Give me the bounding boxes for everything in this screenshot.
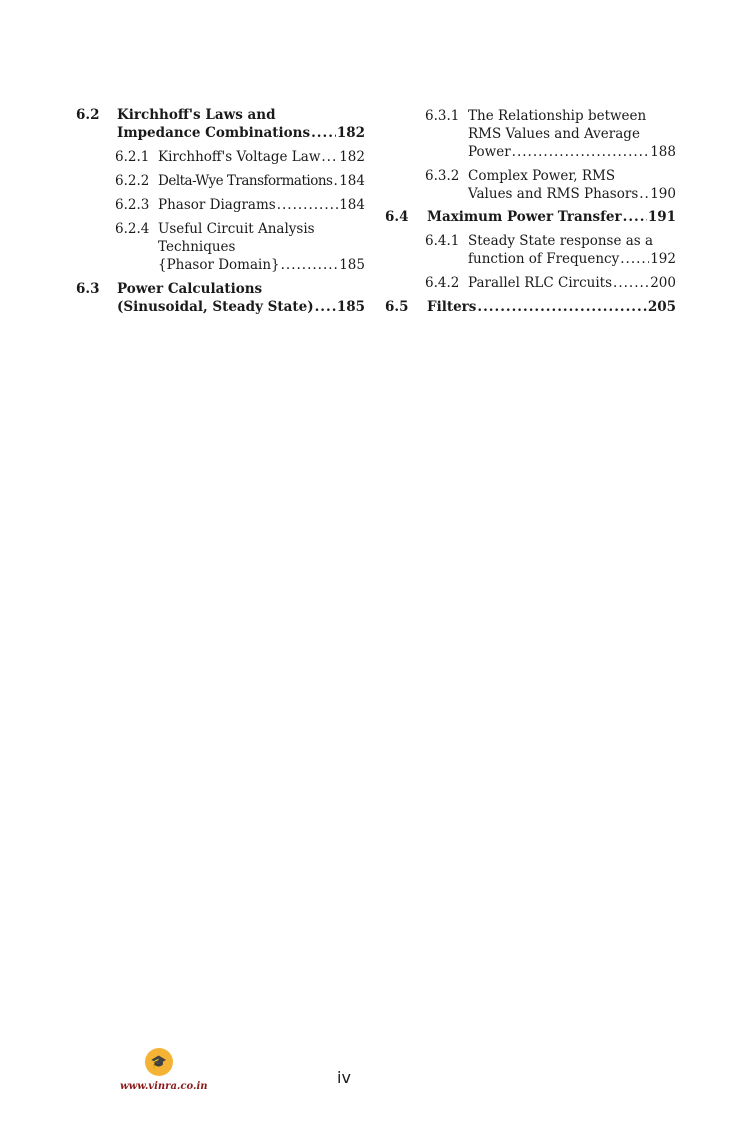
section-title-leader xyxy=(117,124,365,142)
page-number: 188 xyxy=(650,144,676,160)
leader-dots xyxy=(639,185,649,203)
section-number: 6.4.1 xyxy=(425,233,460,249)
section-title xyxy=(158,220,315,238)
title-line: Filters xyxy=(427,299,477,315)
page-number: 200 xyxy=(650,275,676,291)
title-line: Techniques xyxy=(158,239,236,255)
section-title xyxy=(468,167,615,185)
title-line: Useful Circuit Analysis xyxy=(158,221,315,237)
leader-dots xyxy=(613,274,649,292)
section-title-leader xyxy=(468,143,676,161)
section-number: 6.4.2 xyxy=(425,275,460,291)
title-line: The Relationship between xyxy=(468,108,647,124)
section-title xyxy=(468,107,646,125)
section-title-leader xyxy=(427,208,676,226)
page-number: 185 xyxy=(339,257,365,273)
section-title-leader xyxy=(158,172,365,190)
leader-dots xyxy=(620,250,649,268)
title-line: Complex Power, RMS xyxy=(468,168,616,184)
page-number: 192 xyxy=(650,251,676,267)
section-number: 6.3.1 xyxy=(425,108,460,124)
section-title-leader xyxy=(468,274,676,292)
section-title xyxy=(158,238,235,256)
leader-dots xyxy=(623,208,647,226)
graduation-cap-logo-icon: 🎓 xyxy=(145,1048,173,1076)
section-title-leader xyxy=(468,185,676,203)
section-number: 6.2.2 xyxy=(115,173,150,189)
leader-dots xyxy=(333,172,338,190)
page-number: 185 xyxy=(336,299,365,315)
page-number: 184 xyxy=(339,197,365,213)
section-number: 6.4 xyxy=(385,209,409,225)
section-title-leader xyxy=(468,250,676,268)
section-number: 6.2.4 xyxy=(115,221,150,237)
title-line: Phasor Diagrams xyxy=(158,197,276,213)
leader-dots xyxy=(512,143,650,161)
page-number: 184 xyxy=(339,173,365,189)
title-line: (Sinusoidal, Steady State) xyxy=(117,299,314,315)
section-number: 6.5 xyxy=(385,299,409,315)
title-line: Values and RMS Phasors xyxy=(468,186,639,202)
title-line: Maximum Power Transfer xyxy=(427,209,622,225)
title-line: Steady State response as a xyxy=(468,233,654,249)
page-number: 190 xyxy=(650,186,676,202)
leader-dots xyxy=(321,148,338,166)
section-number: 6.3 xyxy=(76,281,100,297)
page-number: 182 xyxy=(339,149,365,165)
section-title xyxy=(117,280,262,298)
section-title-leader xyxy=(427,298,676,316)
section-number: 6.2.1 xyxy=(115,149,150,165)
leader-dots xyxy=(311,124,336,142)
page-number: 182 xyxy=(336,125,365,141)
title-line: RMS Values and Average xyxy=(468,126,640,142)
leader-dots xyxy=(477,298,646,316)
page-number: 205 xyxy=(647,299,676,315)
title-line: Kirchhoff's Laws and xyxy=(117,107,276,123)
section-title-leader xyxy=(158,148,365,166)
section-number: 6.2.3 xyxy=(115,197,150,213)
title-line: Power Calculations xyxy=(117,281,263,297)
section-title xyxy=(117,106,276,124)
section-number: 6.3.2 xyxy=(425,168,460,184)
title-line: Kirchhoff's Voltage Law xyxy=(158,149,321,165)
title-line: {Phasor Domain} xyxy=(158,257,280,273)
title-line: Delta-Wye Transformations xyxy=(158,173,333,189)
section-title-leader xyxy=(158,256,365,274)
section-title xyxy=(468,125,640,143)
title-line: Power xyxy=(468,144,511,160)
title-line: Impedance Combinations xyxy=(117,125,311,141)
title-line: function of Frequency xyxy=(468,251,620,267)
leader-dots xyxy=(277,196,339,214)
section-number: 6.2 xyxy=(76,107,100,123)
leader-dots xyxy=(315,298,336,316)
section-title xyxy=(468,232,653,250)
section-title-leader xyxy=(158,196,365,214)
page-number-footer: iv xyxy=(337,1068,351,1087)
leader-dots xyxy=(281,256,339,274)
page-number: 191 xyxy=(647,209,676,225)
title-line: Parallel RLC Circuits xyxy=(468,275,613,291)
section-title-leader xyxy=(117,298,365,316)
website-link[interactable]: www.vinra.co.in xyxy=(120,1081,208,1092)
